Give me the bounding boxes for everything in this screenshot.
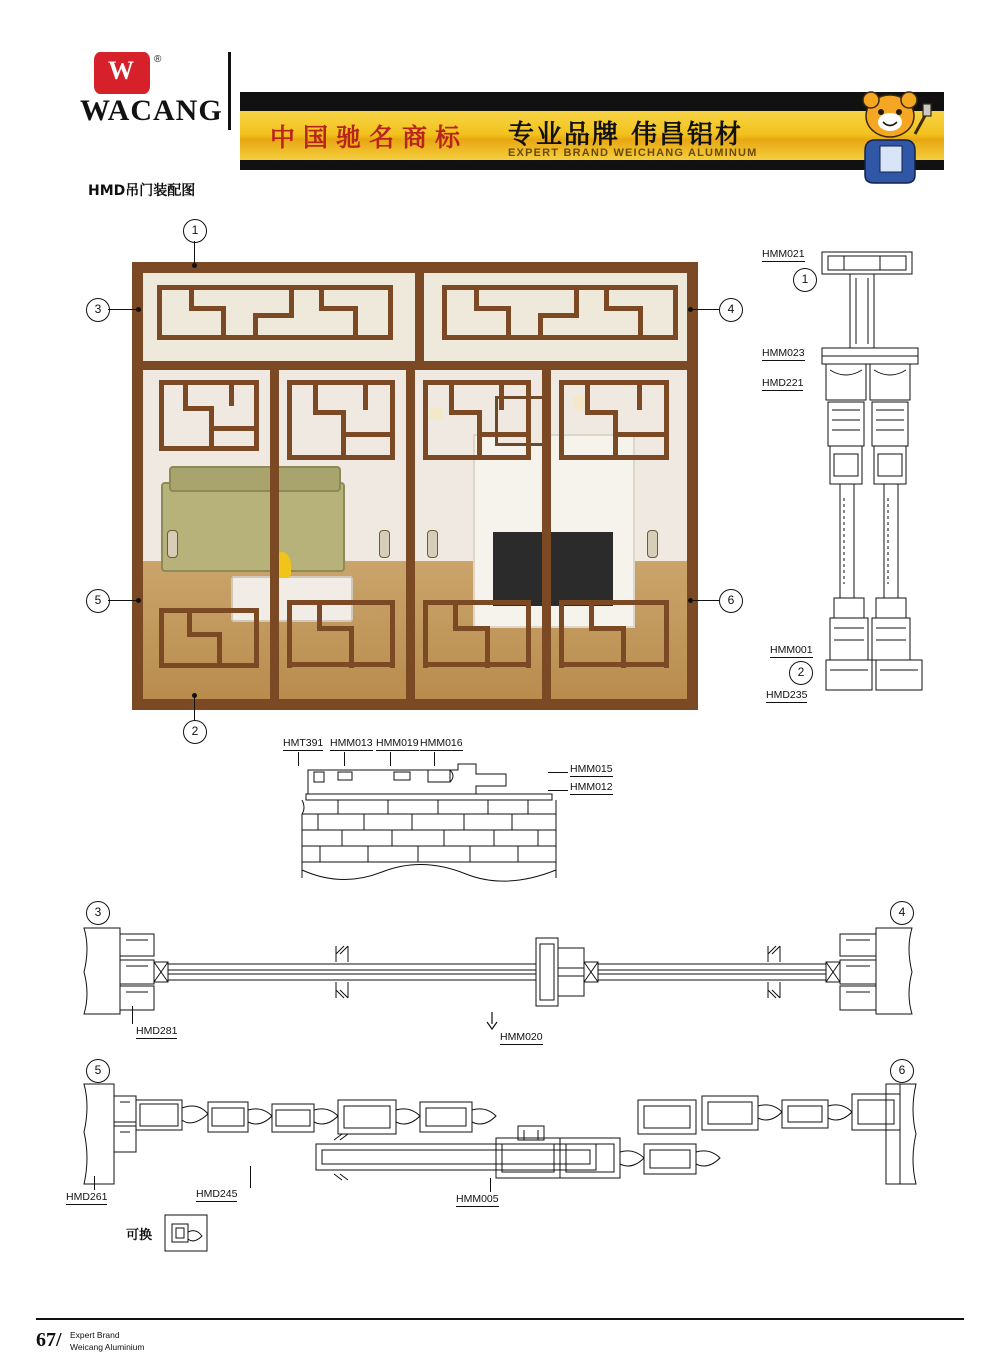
section-callout-4: 4 [890,901,914,925]
callout-4: 4 [719,298,743,322]
arrow-hmm020-icon [486,1012,498,1030]
leader-2 [194,695,195,720]
page-footer [0,1304,1000,1366]
brand-wordmark: WACANG [80,94,223,127]
footer-divider [36,1318,964,1320]
page-header [0,46,1000,159]
part-label-hmm016: HMM016 [420,737,463,749]
door-handle-4 [647,530,658,558]
callout-1: 1 [183,219,207,243]
brand-logo [80,46,223,136]
registered-icon: ® [154,54,162,65]
part-label-hmm023: HMM023 [762,347,805,359]
header-divider [228,52,231,130]
callout-2: 2 [183,720,207,744]
part-label-hmm020: HMM020 [500,1031,543,1043]
wall-section-drawing [298,758,578,888]
callout-3: 3 [86,298,110,322]
part-label-hmd221: HMD221 [762,377,804,389]
part-label-hmm001: HMM001 [770,644,813,656]
door-handle-1 [167,530,178,558]
page-number: 67/ [36,1329,62,1351]
leader-dot-5 [136,598,141,603]
section-callout-6: 6 [890,1059,914,1083]
leader-dot-1 [192,263,197,268]
leader-dot-4 [688,307,693,312]
wacang-mark-icon [94,52,150,94]
tiger-mascot-icon [845,90,935,186]
transom-panel [143,273,687,370]
leader-3 [108,309,138,310]
door-leaf-1 [151,370,269,699]
part-label-hmm019: HMM019 [376,737,419,749]
replaceable-part-icon [164,1214,208,1252]
part-label-hmm012: HMM012 [570,781,613,793]
leader-5 [108,600,138,601]
horizontal-rail-section [78,924,922,1020]
part-label-hmm013: HMM013 [330,737,373,749]
door-mullion-3 [542,370,551,699]
part-label-hmd245: HMD245 [196,1188,238,1200]
door-handle-3 [427,530,438,558]
leader-4 [692,309,719,310]
banner-brand-cn: 专业品牌 伟昌铝材 [508,120,744,150]
part-label-hmd281: HMD281 [136,1025,178,1037]
door-photo [132,262,698,710]
banner-bottom-bar [240,160,944,170]
replaceable-note: 可换 [126,1228,153,1243]
section-callout-5: 5 [86,1059,110,1083]
leader-6 [692,600,719,601]
footer-line-2: Weicang Aluminium [70,1342,145,1352]
part-label-hmd261: HMD261 [66,1191,108,1203]
door-leaf-3 [415,370,541,699]
part-label-hmd235: HMD235 [766,689,808,701]
bottom-horizontal-section [78,1082,922,1190]
part-label-hmm021: HMM021 [762,248,805,260]
leader-dot-6 [688,598,693,603]
section-callout-3: 3 [86,901,110,925]
part-label-hmt391: HMT391 [283,737,324,749]
callout-6: 6 [719,589,743,613]
door-mullion-1 [270,370,279,699]
transom-left [143,273,415,361]
door-mullion-2 [406,370,415,699]
part-label-hmm015: HMM015 [570,763,613,775]
door-leaf-2 [279,370,405,699]
detail-callout-1: 1 [793,268,817,292]
door-leaf-4 [551,370,679,699]
callout-5: 5 [86,589,110,613]
footer-line-1: Expert Brand [70,1330,120,1340]
detail-callout-2: 2 [789,661,813,685]
transom-right [415,273,687,361]
page-title: HMD吊门装配图 [88,183,196,199]
banner-top-bar [240,92,944,108]
door-handle-2 [379,530,390,558]
leader-dot-3 [136,307,141,312]
banner-brand-en: EXPERT BRAND WEICHANG ALUMINUM [508,147,758,159]
leader-dot-2 [192,693,197,698]
part-label-hmm005: HMM005 [456,1193,499,1205]
banner-slogan-cn: 中国驰名商标 [270,123,469,152]
